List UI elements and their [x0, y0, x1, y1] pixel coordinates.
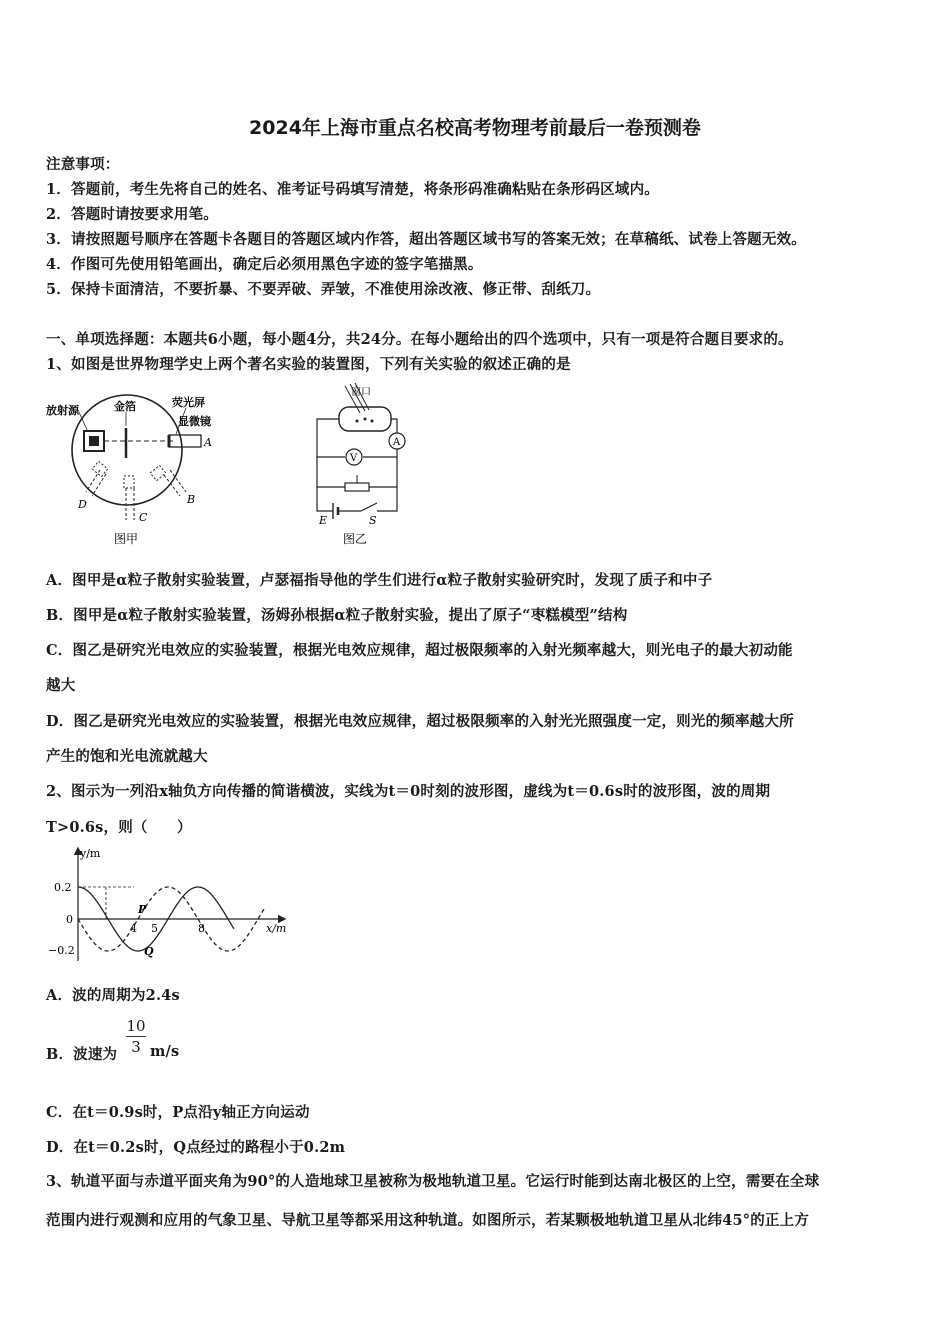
- label-window: 窗口: [351, 387, 371, 398]
- question-3-stem-cont: 范围内进行观测和应用的气象卫星、导航卫星等都采用这种轨道。如图所示，若某颗极地轨道卫星从北纬45°的正上方: [46, 1212, 810, 1229]
- label-D: D: [78, 498, 87, 511]
- figure-jia-caption: 图甲: [114, 532, 139, 546]
- label-E: E: [319, 514, 328, 527]
- q2-option-b-prefix: B．波速为: [46, 1046, 118, 1063]
- label-voltmeter: V: [350, 453, 358, 464]
- label-foil: 金箔: [114, 400, 136, 413]
- y-axis-label: y/m: [80, 847, 101, 860]
- q2-option-d: D．在t＝0.2s时，Q点经过的路程小于0.2m: [46, 1139, 346, 1156]
- figure-jia: [44, 390, 234, 552]
- label-screen: 荧光屏: [172, 396, 205, 409]
- tick-y-pos: 0.2: [54, 881, 72, 894]
- q1-option-d: D．图乙是研究光电效应的实验装置，根据光电效应规律，超过极限频率的入射光光照强度一定，则光的频率越大所: [46, 713, 794, 730]
- figure-yi: [305, 383, 415, 549]
- question-2-stem: 2、图示为一列沿x轴负方向传播的简谐横波，实线为t＝0时刻的波形图，虚线为t＝0.6s时的波形图，波的周期: [46, 783, 771, 800]
- point-P: P: [138, 903, 147, 916]
- tick-y-neg: −0.2: [48, 944, 75, 957]
- tick-x-8: 8: [198, 922, 205, 935]
- label-source: 放射源: [46, 404, 79, 417]
- fraction-numerator: 10: [126, 1017, 146, 1035]
- q2-option-c: C．在t＝0.9s时，P点沿y轴正方向运动: [46, 1104, 310, 1121]
- x-axis-label: x/m: [266, 922, 287, 935]
- page-title: 2024年上海市重点名校高考物理考前最后一卷预测卷: [249, 117, 701, 139]
- notice-item: 1．答题前，考生先将自己的姓名、准考证号码填写清楚，将条形码准确粘贴在条形码区域内。: [46, 181, 659, 198]
- fraction-10-3: [126, 1016, 146, 1057]
- label-B: B: [187, 493, 196, 506]
- section-heading: 一、单项选择题：本题共6小题，每小题4分，共24分。在每小题给出的四个选项中，只有一项是符合题目要求的。: [46, 331, 793, 348]
- question-2-stem-cont: T>0.6s，则（ ）: [46, 819, 192, 836]
- q1-option-c-cont: 越大: [46, 677, 76, 694]
- q1-option-c: C．图乙是研究光电效应的实验装置，根据光电效应规律，超过极限频率的入射光频率越大，则光电子的最大初动能: [46, 642, 793, 659]
- notice-item: 3．请按照题号顺序在答题卡各题目的答题区域内作答，超出答题区域书写的答案无效；在草稿纸、试卷上答题无效。: [46, 231, 806, 248]
- label-C: C: [139, 511, 148, 524]
- q2-option-b-unit: m/s: [150, 1043, 180, 1060]
- notice-item: 2．答题时请按要求用笔。: [46, 206, 218, 223]
- tick-y-zero: 0: [66, 913, 73, 926]
- q2-option-a: A．波的周期为2.4s: [46, 987, 180, 1004]
- question-1-stem: 1、如图是世界物理学史上两个著名实验的装置图，下列有关实验的叙述正确的是: [46, 356, 571, 373]
- label-S: S: [369, 514, 377, 527]
- figure-yi-caption: 图乙: [343, 532, 368, 546]
- tick-x-4: 4: [130, 922, 137, 935]
- notice-item: 4．作图可先使用铅笔画出，确定后必须用黑色字迹的签字笔描黑。: [46, 256, 483, 273]
- label-A: A: [204, 436, 212, 449]
- q1-option-d-cont: 产生的饱和光电流就越大: [46, 748, 208, 765]
- q1-option-a: A．图甲是α粒子散射实验装置，卢瑟福指导他的学生们进行α粒子散射实验研究时，发现了质子和中子: [46, 572, 713, 589]
- tick-x-5: 5: [151, 922, 158, 935]
- notice-heading: 注意事项：: [46, 156, 120, 173]
- q1-option-b: B．图甲是α粒子散射实验装置，汤姆孙根据α粒子散射实验，提出了原子“枣糕模型”结构: [46, 607, 628, 624]
- notice-item: 5．保持卡面清洁，不要折暴、不要弄破、弄皱，不准使用涂改液、修正带、刮纸刀。: [46, 281, 601, 298]
- question-3-stem: 3、轨道平面与赤道平面夹角为90°的人造地球卫星被称为极地轨道卫星。它运行时能到达南北极区的上空，需要在全球: [46, 1173, 820, 1190]
- label-microscope: 显微镜: [178, 415, 211, 428]
- label-ammeter: A: [393, 437, 401, 448]
- wave-graph: [44, 843, 294, 969]
- point-Q: Q: [144, 945, 154, 958]
- fraction-denominator: 3: [131, 1038, 141, 1056]
